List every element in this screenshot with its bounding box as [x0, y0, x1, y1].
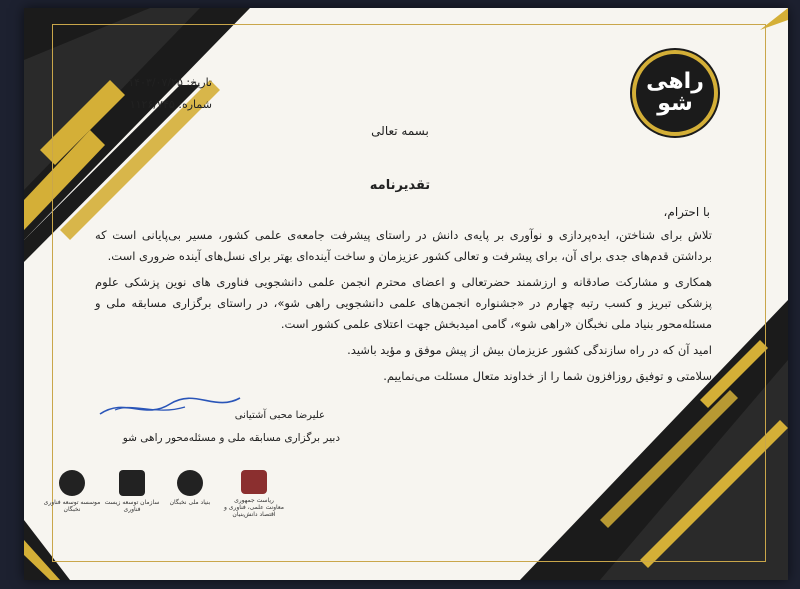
- rahishow-logo: راهی شو: [632, 50, 718, 136]
- moassese-icon: [59, 470, 85, 496]
- bonyad-icon: [177, 470, 203, 496]
- date: تاریخ: ۱۴۰۳/۰۷/۲۵: [128, 76, 212, 89]
- signer-name: علیرضا محبی آشتیانی: [234, 410, 325, 421]
- paragraph-3: امید آن که در راه سازندگی کشور عزیزمان بیش از پیش موفق و مؤید باشید.: [347, 343, 712, 357]
- letter-number: شماره: ۱۱۲۶/۷۴۵: [129, 98, 212, 111]
- signer-title: دبیر برگزاری مسابقه ملی و مسئله‌محور راهی شو: [122, 432, 340, 444]
- bonyad-nokhbegan-logo: بنیاد ملی نخبگان: [166, 470, 214, 518]
- sazman-icon: [119, 470, 145, 496]
- paragraph-1: تلاش برای شناختن، ایده‌پردازی و نوآوری بر پایه‌ی دانش در راستای پیشرفت جامعه‌ی علمی کشور، مسیر بی‌پایانی است که برداشتن قدم‌های جدی برای آن، برای پیشرفت و تعالی کشور عزیزمان و ساخت آینده‌ای بهتر برای نسل‌های آینده ضروری است.: [95, 228, 712, 263]
- moassese-logo: موسسه توسعه فناوری نخبگان: [48, 470, 96, 518]
- paragraph-2: همکاری و مشارکت صادقانه و ارزشمند حضرتعالی و اعضای محترم انجمن علمی دانشجویی فناوری های نوین پزشکی علوم پزشکی تبریز و کسب رتبه چهارم در «جشنواره انجمن‌های علمی دانشجویی راهی شو»، در راستای برگزاری مسابقه ملی و مسئله‌محور بنیاد ملی نخبگان «راهی شو»، گامی امیدبخش جهت اعتلای علمی کشور است.: [95, 275, 712, 331]
- bismillah: بسمه تعالی: [371, 124, 429, 138]
- salutation: با احترام،: [663, 205, 710, 219]
- certificate-title: تقدیرنامه: [369, 178, 431, 193]
- paragraph-4: سلامتی و توفیق روزافزون شما را از خداوند متعال مسئلت می‌نماییم.: [383, 369, 712, 383]
- riasat-jomhouri-logo: ریاست جمهوری معاونت علمی، فناوری و اقتصاد دانش‌بنیان: [230, 470, 278, 518]
- emblem-icon: [241, 470, 267, 494]
- sazman-gostaresh-logo: سازمان توسعه زیست فناوری: [108, 470, 156, 518]
